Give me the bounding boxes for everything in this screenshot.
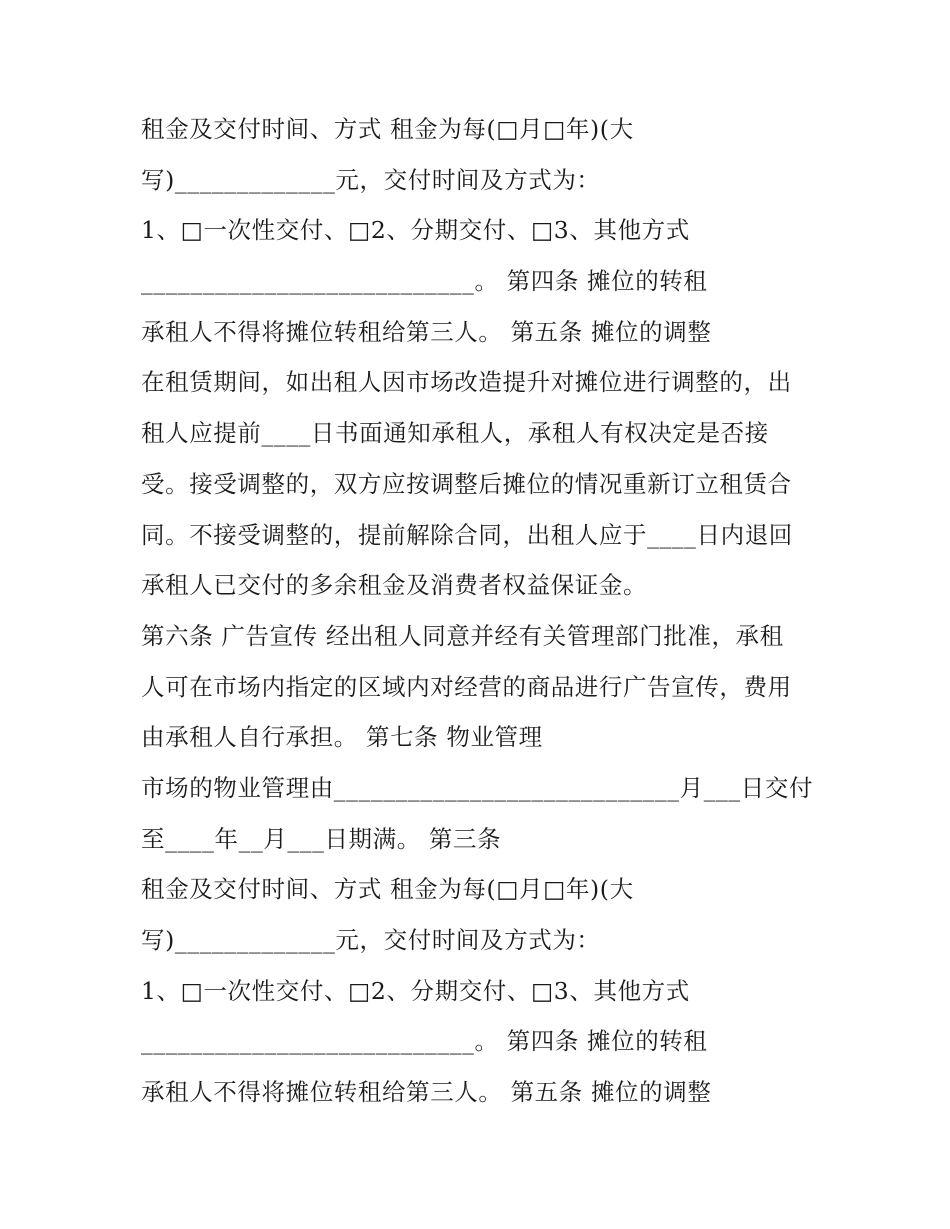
text-line: 租金及交付时间、方式 租金为每(□月□年)(大: [141, 875, 634, 904]
text-line: ___________________________。 第四条 摊位的转租: [141, 267, 708, 296]
text-line: 租人应提前____日书面通知承租人，承租人有权决定是否接: [141, 419, 769, 448]
text-line: ___________________________。 第四条 摊位的转租: [141, 1027, 708, 1056]
text-line: 1、□一次性交付、□2、分期交付、□3、其他方式: [141, 216, 690, 245]
text-line: 同。不接受调整的，提前解除合同，出租人应于____日内退回: [141, 520, 793, 549]
text-line: 承租人不得将摊位转租给第三人。 第五条 摊位的调整: [141, 317, 712, 346]
text-line: 第六条 广告宣传 经出租人同意并经有关管理部门批准，承租: [141, 621, 784, 650]
text-line: 市场的物业管理由____________________________月___日交付: [141, 773, 814, 802]
text-line: 1、□一次性交付、□2、分期交付、□3、其他方式: [141, 976, 690, 1005]
text-line: 承租人不得将摊位转租给第三人。 第五条 摊位的调整: [141, 1078, 712, 1107]
text-line: 租金及交付时间、方式 租金为每(□月□年)(大: [141, 115, 634, 143]
text-line: 至____年__月___日期满。 第三条: [141, 824, 502, 853]
text-line: 写)_____________元，交付时间及方式为：: [141, 165, 601, 194]
text-line: 由承租人自行承担。 第七条 物业管理: [141, 723, 543, 752]
text-line: 承租人已交付的多余租金及消费者权益保证金。: [141, 571, 648, 600]
text-line: 在租赁期间，如出租人因市场改造提升对摊位进行调整的，出: [141, 368, 792, 397]
text-line: 人可在市场内指定的区域内对经营的商品进行广告宣传，费用: [141, 672, 792, 701]
text-line: 写)_____________元，交付时间及方式为：: [141, 926, 601, 954]
text-line: 受。接受调整的，双方应按调整后摊位的情况重新订立租赁合: [141, 469, 792, 498]
document-body: [141, 104, 821, 1118]
